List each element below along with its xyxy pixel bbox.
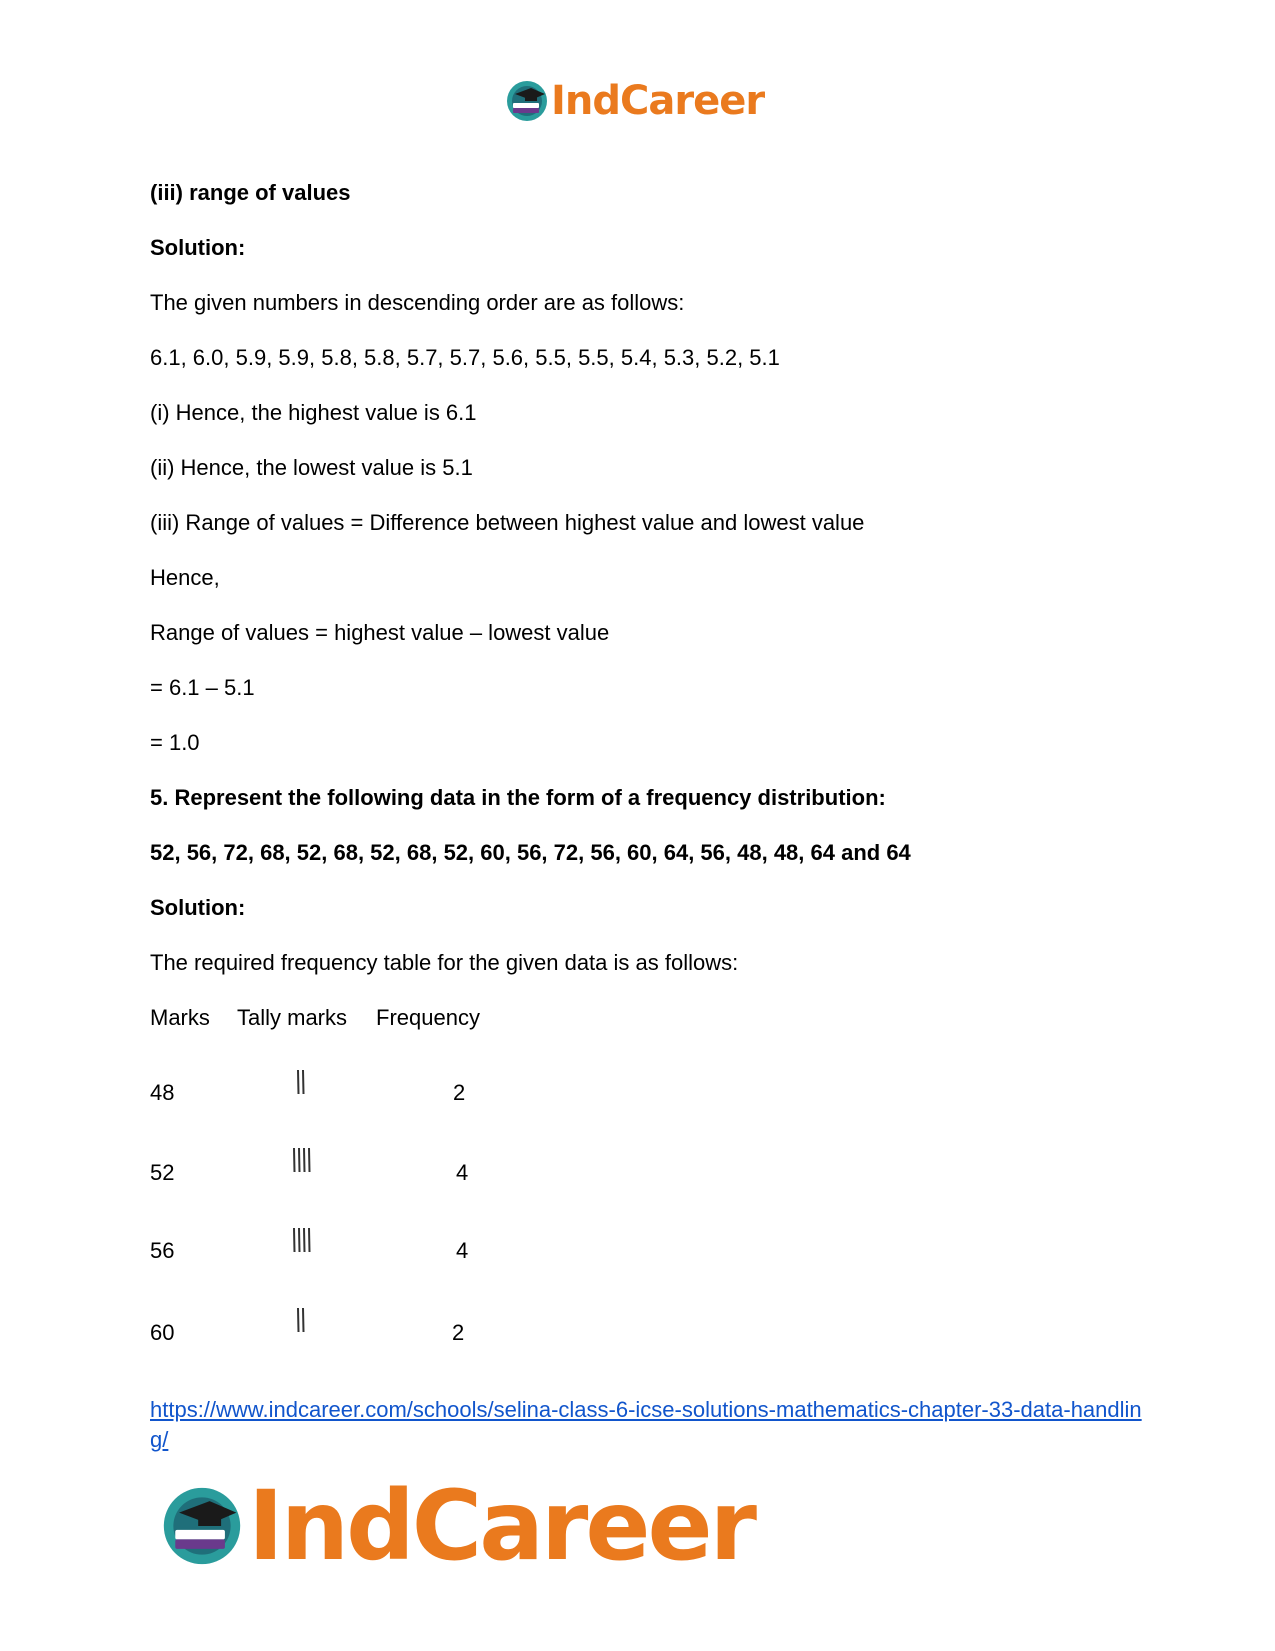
tally-stroke [304,1148,305,1172]
tally-stroke [299,1228,300,1252]
tally-stroke [309,1148,310,1172]
given-description: The given numbers in descending order are as follows: [150,290,685,315]
indcareer-logo-top [505,78,764,124]
lowest-value: (ii) Hence, the lowest value is 5.1 [150,455,473,480]
tally-marks [290,1146,330,1174]
tally-stroke [294,1228,295,1252]
logo-text: IndCareer [248,1470,754,1582]
graduation-book-icon [505,79,549,123]
tally-marks [290,1226,330,1254]
row-frequency: 2 [452,1320,465,1345]
solution-label-2: Solution: [150,895,246,920]
number-list: 6.1, 6.0, 5.9, 5.9, 5.8, 5.8, 5.7, 5.7, 5.6, 5.5, 5.5, 5.4, 5.3, 5.2, 5.1 [150,345,780,370]
header-frequency: Frequency [376,1005,480,1030]
tally-marks [294,1306,334,1334]
solution-label: Solution: [150,235,246,260]
question-5-data: 52, 56, 72, 68, 52, 68, 52, 68, 52, 60, 56, 72, 56, 60, 64, 56, 48, 48, 64 and 64 [150,840,911,865]
question-part-iii: (iii) range of values [150,180,351,205]
row-frequency: 4 [456,1238,469,1263]
range-formula: Range of values = highest value – lowest value [150,620,610,645]
tally-icon [290,1226,330,1254]
tally-stroke [298,1308,299,1332]
hence-text: Hence, [150,565,220,590]
indcareer-logo-bottom [160,1470,754,1582]
row-marks: 56 [150,1238,175,1263]
tally-stroke [303,1308,304,1332]
row-frequency: 2 [453,1080,466,1105]
highest-value: (i) Hence, the highest value is 6.1 [150,400,477,425]
tally-icon [294,1068,334,1096]
header-tally: Tally marks [237,1005,348,1030]
tally-stroke [303,1070,304,1094]
tally-stroke [309,1228,310,1252]
question-5: 5. Represent the following data in the form of a frequency distribution: [150,785,886,810]
row-marks: 48 [150,1080,175,1105]
tally-stroke [304,1228,305,1252]
tally-icon [290,1146,330,1174]
row-marks: 52 [150,1160,175,1185]
range-definition: (iii) Range of values = Difference between highest value and lowest value [150,510,865,535]
tally-stroke [298,1070,299,1094]
table-intro: The required frequency table for the given data is as follows: [150,950,739,975]
row-frequency: 4 [456,1160,469,1185]
tally-icon [294,1306,334,1334]
tally-stroke [299,1148,300,1172]
row-marks: 60 [150,1320,175,1345]
tally-stroke [294,1148,295,1172]
graduation-book-icon [160,1484,244,1568]
source-link[interactable]: https://www.indcareer.com/schools/selina-class-6-icse-solutions-mathematics-chapter-33-data-handling/ [150,1397,1142,1452]
tally-marks [294,1068,334,1096]
header-marks: Marks [150,1005,210,1030]
calculation-step-2: = 1.0 [150,730,200,755]
calculation-step-1: = 6.1 – 5.1 [150,675,255,700]
logo-text: IndCareer [551,78,765,124]
